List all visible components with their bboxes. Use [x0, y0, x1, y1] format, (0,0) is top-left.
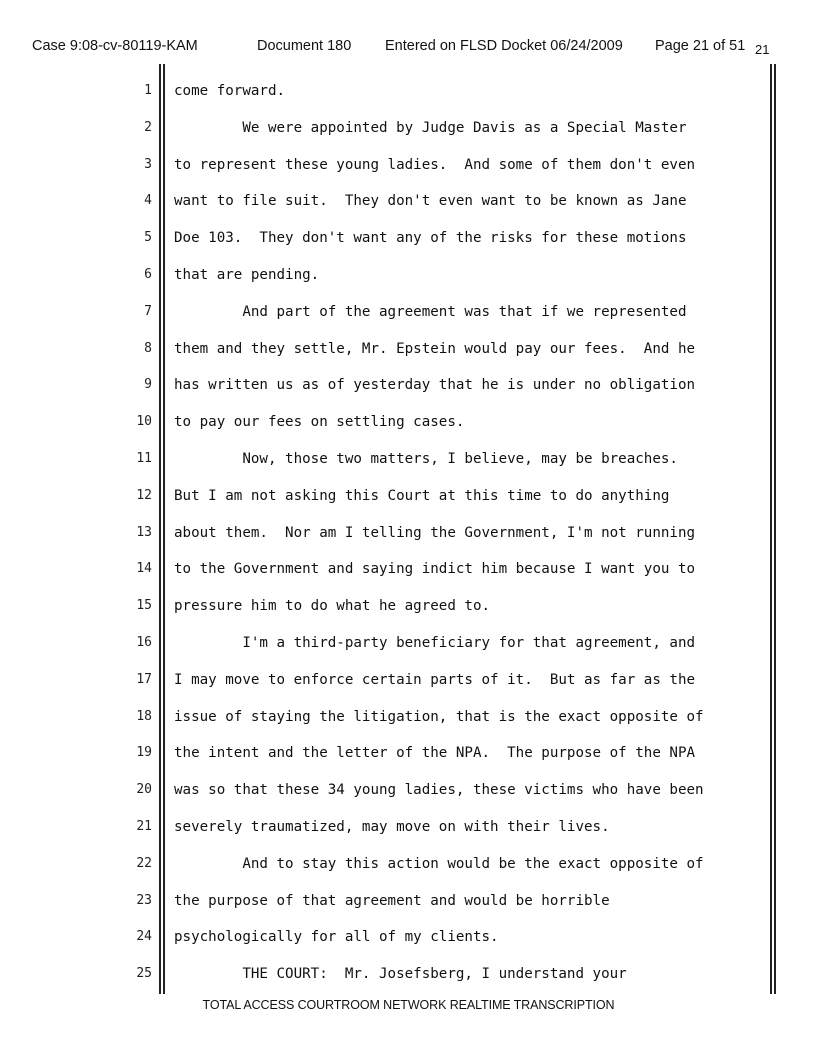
line-text: the purpose of that agreement and would be horrible [174, 892, 610, 909]
transcript-line [0, 117, 817, 139]
line-number: 12 [136, 487, 152, 503]
line-number: 22 [136, 855, 152, 871]
transcript-line [0, 338, 817, 360]
line-number: 19 [136, 745, 152, 761]
line-text: I'm a third-party beneficiary for that agreement, and [174, 635, 696, 651]
line-text: Doe 103. They don't want any of the risks for these motions [174, 230, 687, 247]
page-of-total: Page 21 of 51 [655, 38, 746, 54]
transcript-footer: TOTAL ACCESS COURTROOM NETWORK REALTIME TRANSCRIPTION [202, 998, 615, 1012]
transcript-line [0, 522, 817, 544]
transcript-line [0, 374, 817, 396]
line-number: 24 [136, 929, 152, 945]
line-text: has written us as of yesterday that he is under no obligation [174, 377, 696, 394]
docket-header [32, 38, 817, 60]
transcript-line [0, 742, 817, 764]
line-number: 21 [136, 819, 152, 834]
line-number: 1 [144, 83, 152, 98]
transcript-line [0, 227, 817, 249]
line-number: 6 [144, 267, 152, 282]
transcript-line [0, 154, 817, 176]
transcript-line [0, 80, 817, 102]
transcript-line [0, 669, 817, 691]
line-number: 18 [136, 708, 152, 724]
line-text: I may move to enforce certain parts of it. But as far as the [174, 671, 696, 688]
line-text: psychologically for all of my clients. [174, 929, 499, 946]
line-number: 5 [144, 230, 152, 246]
transcript-line [0, 926, 817, 948]
line-text: was so that these 34 young ladies, these victims who have been [174, 782, 704, 799]
transcript-line [0, 816, 817, 838]
line-number: 9 [144, 377, 152, 393]
transcript-line [0, 558, 817, 580]
case-number: Case 9:08-cv-80119-KAM [32, 38, 198, 54]
line-number: 8 [144, 340, 152, 356]
transcript-line [0, 632, 817, 654]
line-text: And to stay this action would be the exact opposite of [174, 855, 704, 872]
transcript-line [0, 890, 817, 912]
transcript-line [0, 595, 817, 617]
line-text: come forward. [174, 83, 286, 99]
transcript-line [0, 963, 817, 985]
transcript-line [0, 853, 817, 875]
line-number: 4 [144, 193, 152, 209]
line-text: to pay our fees on settling cases. [174, 414, 465, 431]
line-text: We were appointed by Judge Davis as a Special Master [174, 119, 687, 136]
transcript-line [0, 190, 817, 212]
line-text: pressure him to do what he agreed to. [174, 598, 491, 615]
line-text: And part of the agreement was that if we represented [174, 303, 687, 320]
transcript-line [0, 264, 817, 286]
line-number: 3 [144, 156, 152, 172]
transcript-line [0, 301, 817, 323]
line-text: to the Government and saying indict him because I want you to [174, 561, 696, 578]
line-number: 2 [144, 119, 152, 135]
line-number: 25 [136, 966, 152, 982]
transcript-line [0, 706, 817, 728]
line-number: 11 [136, 451, 152, 466]
line-number: 7 [144, 303, 152, 319]
line-text: them and they settle, Mr. Epstein would pay our fees. And he [174, 340, 696, 357]
line-number: 15 [136, 598, 152, 614]
line-number: 23 [136, 892, 152, 908]
line-number: 14 [136, 561, 152, 577]
line-text: that are pending. [174, 267, 320, 283]
line-text: the intent and the letter of the NPA. The purpose of the NPA [174, 745, 696, 762]
line-number: 20 [136, 782, 152, 798]
line-text: want to file suit. They don't even want to be known as Jane [174, 193, 687, 210]
page-number: 21 [755, 42, 770, 57]
line-text: about them. Nor am I telling the Government, I'm not running [174, 524, 696, 541]
transcript-line [0, 411, 817, 433]
document-number: Document 180 [257, 38, 352, 54]
line-number: 10 [136, 414, 152, 430]
line-number: 17 [136, 671, 152, 687]
transcript-line [0, 485, 817, 507]
line-number: 13 [136, 524, 152, 540]
docket-entry-date: Entered on FLSD Docket 06/24/2009 [385, 38, 623, 54]
line-text: severely traumatized, may move on with their lives. [174, 819, 610, 835]
line-text: THE COURT: Mr. Josefsberg, I understand your [174, 966, 627, 983]
line-text: Now, those two matters, I believe, may be breaches. [174, 451, 678, 467]
line-text: But I am not asking this Court at this time to do anything [174, 487, 670, 504]
transcript-line [0, 779, 817, 801]
line-text: to represent these young ladies. And some of them don't even [174, 156, 696, 173]
line-text: issue of staying the litigation, that is the exact opposite of [174, 708, 704, 725]
transcript-line [0, 448, 817, 470]
line-number: 16 [136, 635, 152, 650]
